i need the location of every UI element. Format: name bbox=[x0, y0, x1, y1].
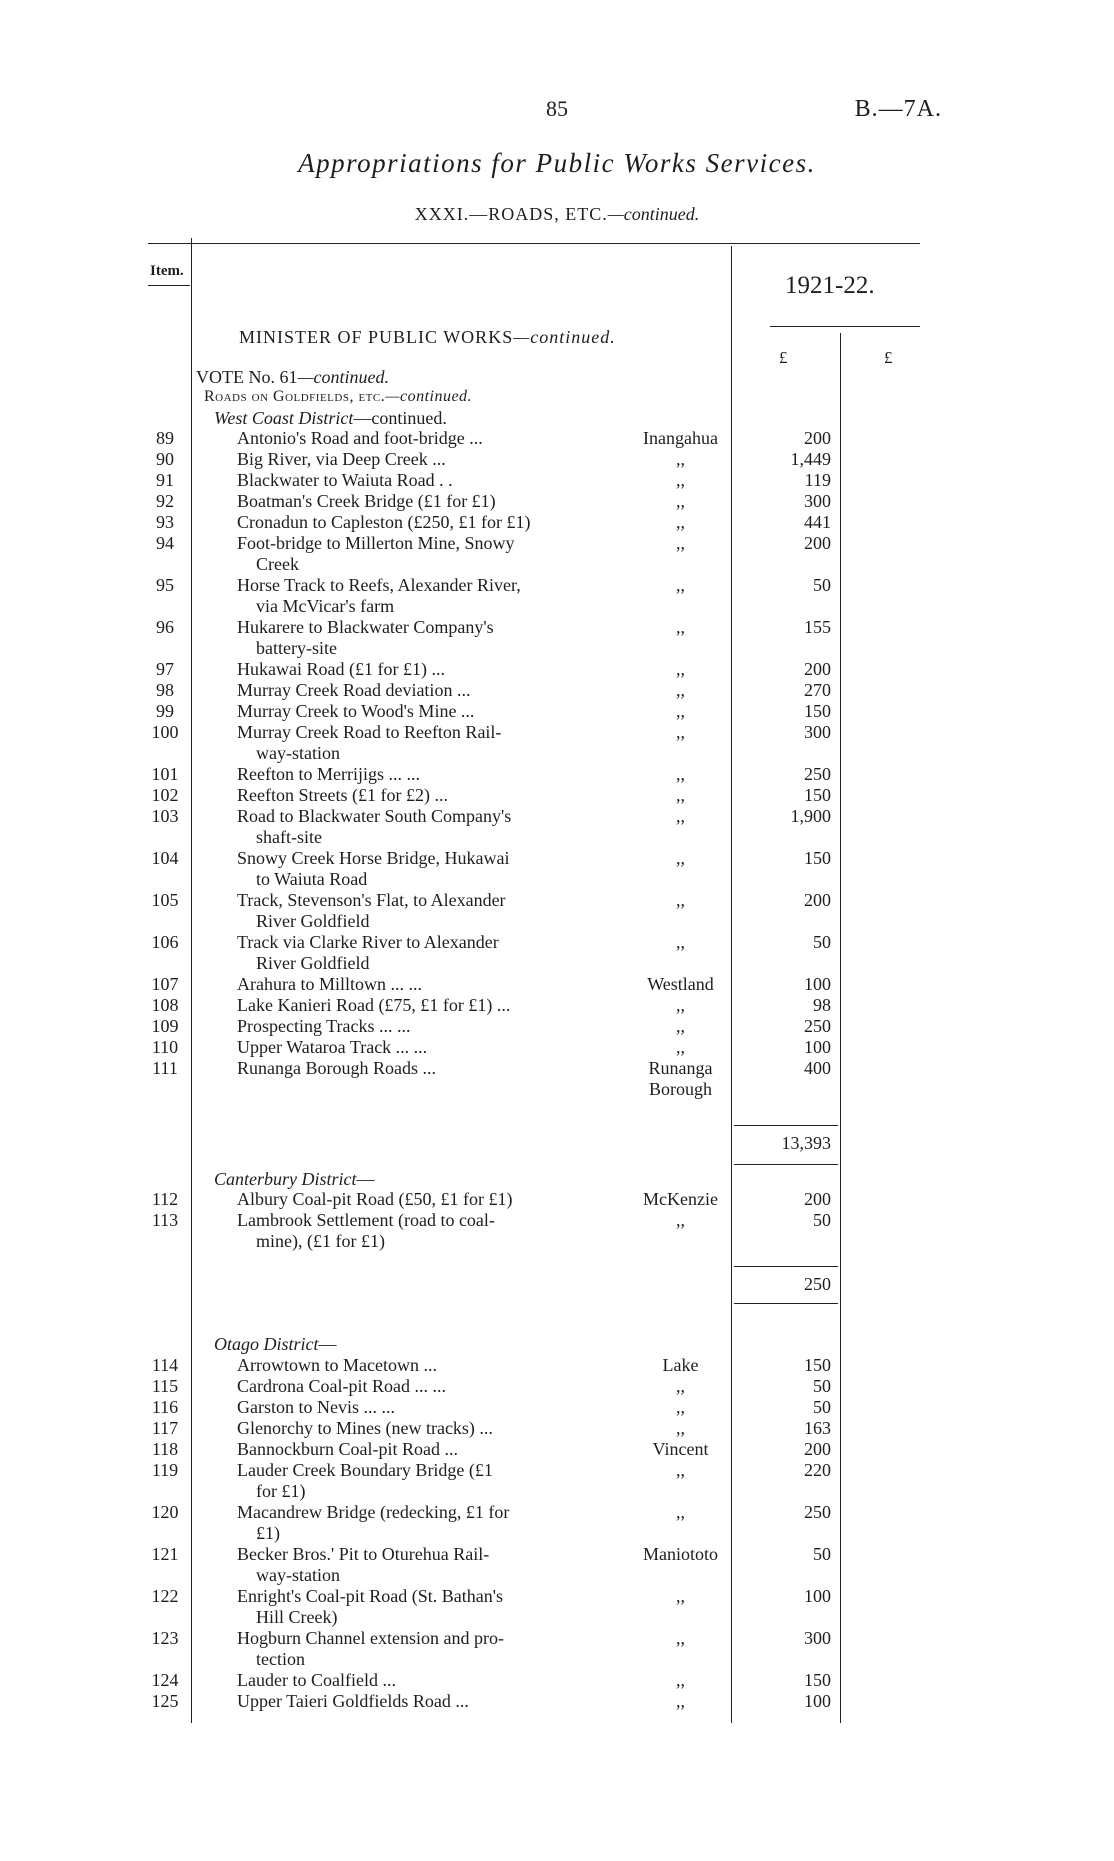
item-column-header: Item. bbox=[150, 263, 184, 279]
item-number: 107 bbox=[151, 974, 179, 994]
item-county: ,, bbox=[676, 722, 685, 742]
item-number: 124 bbox=[151, 1670, 179, 1690]
otago-heading bbox=[214, 1334, 337, 1355]
item-number: 121 bbox=[151, 1544, 179, 1564]
item-number: 117 bbox=[151, 1418, 179, 1438]
west-coast-total: 13,393 bbox=[781, 1133, 831, 1153]
item-county: Westland bbox=[647, 974, 714, 994]
item-amount: 50 bbox=[813, 1376, 831, 1396]
item-amount: 300 bbox=[804, 491, 831, 511]
item-description-line: Track, Stevenson's Flat, to Alexander bbox=[237, 890, 506, 910]
item-number: 96 bbox=[156, 617, 174, 637]
vote-heading-continued: —continued. bbox=[297, 367, 389, 387]
item-description-line: Antonio's Road and foot-bridge ... bbox=[237, 428, 483, 448]
item-county: Vincent bbox=[652, 1439, 709, 1459]
item-amount: 300 bbox=[804, 1628, 831, 1648]
minister-heading bbox=[239, 327, 616, 348]
vote-heading-text: VOTE No. 61 bbox=[196, 367, 298, 387]
item-description-line: Becker Bros.' Pit to Oturehua Rail- bbox=[237, 1544, 490, 1564]
west-coast-heading-text: West Coast District bbox=[214, 408, 354, 428]
canterbury-heading-text: Canterbury District bbox=[214, 1169, 357, 1189]
item-amount: 270 bbox=[804, 680, 831, 700]
item-description-line: Cronadun to Capleston (£250, £1 for £1) bbox=[237, 512, 531, 532]
item-amount: 150 bbox=[804, 1355, 831, 1375]
item-amount: 150 bbox=[804, 785, 831, 805]
item-amount: 155 bbox=[804, 617, 831, 637]
item-description-continuation: Creek bbox=[256, 554, 299, 574]
item-description-continuation: way-station bbox=[256, 743, 340, 763]
roads-heading bbox=[204, 388, 472, 406]
roads-heading-text: Roads on Goldfields, etc. bbox=[204, 388, 386, 405]
item-county: ,, bbox=[676, 1460, 685, 1480]
minister-heading-text: MINISTER OF PUBLIC WORKS bbox=[239, 327, 514, 347]
item-description bbox=[237, 806, 592, 848]
item-description bbox=[237, 491, 592, 512]
item-county: Runanga Borough bbox=[648, 1058, 713, 1099]
item-county: ,, bbox=[676, 995, 685, 1015]
item-county: ,, bbox=[676, 1397, 685, 1417]
item-amount: 250 bbox=[804, 764, 831, 784]
item-amount: 98 bbox=[813, 995, 831, 1015]
item-number: 123 bbox=[151, 1628, 179, 1648]
item-description-line: Snowy Creek Horse Bridge, Hukawai bbox=[237, 848, 510, 868]
item-number: 114 bbox=[151, 1355, 179, 1375]
item-amount: 119 bbox=[804, 470, 831, 490]
item-amount: 220 bbox=[804, 1460, 831, 1480]
item-description-continuation: way-station bbox=[256, 1565, 340, 1585]
item-description bbox=[237, 1628, 592, 1670]
page-number: 85 bbox=[546, 96, 568, 121]
item-amount: 300 bbox=[804, 722, 831, 742]
item-county: ,, bbox=[676, 533, 685, 553]
item-description bbox=[237, 1376, 592, 1397]
item-amount: 50 bbox=[813, 932, 831, 952]
item-description bbox=[237, 1189, 592, 1210]
canterbury-heading-suffix: — bbox=[356, 1169, 375, 1189]
item-amount: 200 bbox=[804, 533, 831, 553]
canterbury-total-top-rule bbox=[734, 1266, 838, 1267]
item-amount: 50 bbox=[813, 1397, 831, 1417]
item-amount: 100 bbox=[804, 1691, 831, 1711]
item-number: 89 bbox=[156, 428, 174, 448]
item-description bbox=[237, 470, 592, 491]
item-amount: 163 bbox=[804, 1418, 831, 1438]
item-number: 106 bbox=[151, 932, 179, 952]
section-title bbox=[0, 204, 1114, 225]
section-title-continued: —continued. bbox=[607, 204, 700, 224]
item-number: 103 bbox=[151, 806, 179, 826]
canterbury-total: 250 bbox=[804, 1274, 831, 1294]
item-description bbox=[237, 932, 592, 974]
item-number: 95 bbox=[156, 575, 174, 595]
item-county: ,, bbox=[676, 806, 685, 826]
item-number: 102 bbox=[151, 785, 179, 805]
item-description bbox=[237, 449, 592, 470]
otago-heading-suffix: — bbox=[318, 1334, 337, 1354]
item-description-line: Hogburn Channel extension and pro- bbox=[237, 1628, 504, 1648]
item-description bbox=[237, 1460, 592, 1502]
item-description-line: Runanga Borough Roads ... bbox=[237, 1058, 436, 1078]
item-amount: 250 bbox=[804, 1502, 831, 1522]
item-amount: 100 bbox=[804, 1586, 831, 1606]
section-title-text: XXXI.—ROADS, ETC. bbox=[414, 204, 608, 224]
item-county: ,, bbox=[676, 785, 685, 805]
item-description-line: Big River, via Deep Creek ... bbox=[237, 449, 446, 469]
item-description-continuation: mine), (£1 for £1) bbox=[256, 1231, 385, 1251]
year-column-header: 1921-22. bbox=[785, 272, 875, 299]
vote-heading bbox=[196, 367, 389, 388]
item-amount: 1,449 bbox=[790, 449, 831, 469]
item-county: Lake bbox=[662, 1355, 699, 1375]
item-number: 98 bbox=[156, 680, 174, 700]
item-description-line: Murray Creek Road to Reefton Rail- bbox=[237, 722, 502, 742]
item-description bbox=[237, 890, 592, 932]
item-amount: 150 bbox=[804, 848, 831, 868]
item-county: ,, bbox=[676, 1016, 685, 1036]
item-amount: 200 bbox=[804, 1189, 831, 1209]
item-description bbox=[237, 617, 592, 659]
item-description-line: Hukarere to Blackwater Company's bbox=[237, 617, 494, 637]
item-description bbox=[237, 1397, 592, 1418]
item-amount: 50 bbox=[813, 575, 831, 595]
item-description bbox=[237, 1502, 592, 1544]
item-description bbox=[237, 974, 592, 995]
item-county: ,, bbox=[676, 575, 685, 595]
item-county: ,, bbox=[676, 701, 685, 721]
item-description-line: Lauder Creek Boundary Bridge (£1 bbox=[237, 1460, 493, 1480]
item-county: ,, bbox=[676, 1037, 685, 1057]
item-description-line: Lauder to Coalfield ... bbox=[237, 1670, 396, 1690]
item-description bbox=[237, 785, 592, 806]
minister-heading-continued: —continued. bbox=[513, 327, 616, 347]
item-amount: 200 bbox=[804, 1439, 831, 1459]
item-number: 100 bbox=[151, 722, 179, 742]
item-county: ,, bbox=[676, 1586, 685, 1606]
item-number: 113 bbox=[151, 1210, 179, 1230]
item-description bbox=[237, 1691, 592, 1712]
item-description bbox=[237, 1058, 592, 1079]
item-description-line: Arrowtown to Macetown ... bbox=[237, 1355, 437, 1375]
item-county: ,, bbox=[676, 1670, 685, 1690]
item-number: 122 bbox=[151, 1586, 179, 1606]
item-county: ,, bbox=[676, 1502, 685, 1522]
item-description bbox=[237, 680, 592, 701]
item-county: McKenzie bbox=[643, 1189, 718, 1209]
item-description bbox=[237, 659, 592, 680]
west-coast-total-bottom-rule bbox=[734, 1164, 838, 1165]
item-description-continuation: shaft-site bbox=[256, 827, 322, 847]
item-number: 111 bbox=[152, 1058, 178, 1078]
item-description-line: Reefton to Merrijigs ... ... bbox=[237, 764, 420, 784]
item-description-line: Foot-bridge to Millerton Mine, Snowy bbox=[237, 533, 515, 553]
item-county: ,, bbox=[676, 1418, 685, 1438]
item-county: ,, bbox=[676, 449, 685, 469]
item-description bbox=[237, 1355, 592, 1376]
table-top-rule bbox=[148, 243, 920, 244]
item-number: 91 bbox=[156, 470, 174, 490]
otago-heading-text: Otago District bbox=[214, 1334, 319, 1354]
item-county: ,, bbox=[676, 932, 685, 952]
item-description-line: Hukawai Road (£1 for £1) ... bbox=[237, 659, 445, 679]
item-header-underline bbox=[148, 285, 190, 286]
item-amount: 1,900 bbox=[790, 806, 831, 826]
item-county: ,, bbox=[676, 470, 685, 490]
item-description-line: Blackwater to Waiuta Road . . bbox=[237, 470, 453, 490]
item-number: 101 bbox=[151, 764, 179, 784]
west-coast-heading-continued: —continued. bbox=[353, 408, 447, 428]
item-description-line: Upper Wataroa Track ... ... bbox=[237, 1037, 428, 1057]
item-county: ,, bbox=[676, 890, 685, 910]
item-description-line: Macandrew Bridge (redecking, £1 for bbox=[237, 1502, 510, 1522]
item-description bbox=[237, 764, 592, 785]
item-description-line: Prospecting Tracks ... ... bbox=[237, 1016, 411, 1036]
item-amount: 441 bbox=[804, 512, 831, 532]
item-amount: 250 bbox=[804, 1016, 831, 1036]
item-description-line: Road to Blackwater South Company's bbox=[237, 806, 512, 826]
item-county: Maniototo bbox=[643, 1544, 718, 1564]
item-description-line: Upper Taieri Goldfields Road ... bbox=[237, 1691, 469, 1711]
item-description-line: Track via Clarke River to Alexander bbox=[237, 932, 499, 952]
item-number: 94 bbox=[156, 533, 174, 553]
item-county: ,, bbox=[676, 659, 685, 679]
item-number: 119 bbox=[151, 1460, 179, 1480]
currency-symbol-secondary: £ bbox=[884, 348, 893, 367]
canterbury-heading bbox=[214, 1169, 375, 1190]
item-county: ,, bbox=[676, 764, 685, 784]
item-description-line: Boatman's Creek Bridge (£1 for £1) bbox=[237, 491, 496, 511]
item-description-line: Reefton Streets (£1 for £2) ... bbox=[237, 785, 448, 805]
item-description-line: Lake Kanieri Road (£75, £1 for £1) ... bbox=[237, 995, 511, 1015]
item-description-line: Murray Creek Road deviation ... bbox=[237, 680, 471, 700]
item-description bbox=[237, 533, 592, 575]
item-description-line: Arahura to Milltown ... ... bbox=[237, 974, 422, 994]
item-number: 93 bbox=[156, 512, 174, 532]
item-amount: 150 bbox=[804, 1670, 831, 1690]
item-number: 97 bbox=[156, 659, 174, 679]
item-county: ,, bbox=[676, 1376, 685, 1396]
item-county: ,, bbox=[676, 848, 685, 868]
item-number: 105 bbox=[151, 890, 179, 910]
item-description-continuation: via McVicar's farm bbox=[256, 596, 395, 616]
item-description-continuation: battery-site bbox=[256, 638, 337, 658]
document-reference: B.—7A. bbox=[854, 96, 942, 122]
item-number: 112 bbox=[151, 1189, 179, 1209]
item-description-line: Horse Track to Reefs, Alexander River, bbox=[237, 575, 521, 595]
item-number: 92 bbox=[156, 491, 174, 511]
item-county: ,, bbox=[676, 512, 685, 532]
item-number: 120 bbox=[151, 1502, 179, 1522]
item-number: 99 bbox=[156, 701, 174, 721]
item-description bbox=[237, 701, 592, 722]
item-description bbox=[237, 1418, 592, 1439]
item-number: 110 bbox=[151, 1037, 179, 1057]
item-amount: 100 bbox=[804, 974, 831, 994]
item-county: ,, bbox=[676, 680, 685, 700]
item-amount: 100 bbox=[804, 1037, 831, 1057]
item-number: 108 bbox=[151, 995, 179, 1015]
item-number: 115 bbox=[151, 1376, 179, 1396]
item-description-continuation: for £1) bbox=[256, 1481, 306, 1501]
item-county: ,, bbox=[676, 617, 685, 637]
page-title: Appropriations for Public Works Services. bbox=[298, 148, 816, 178]
item-amount: 200 bbox=[804, 428, 831, 448]
item-number: 109 bbox=[151, 1016, 179, 1036]
item-description bbox=[237, 1016, 592, 1037]
item-amount: 200 bbox=[804, 890, 831, 910]
item-description bbox=[237, 995, 592, 1016]
item-number: 90 bbox=[156, 449, 174, 469]
item-description-line: Enright's Coal-pit Road (St. Bathan's bbox=[237, 1586, 503, 1606]
year-header-underline bbox=[770, 326, 920, 327]
item-description-line: Glenorchy to Mines (new tracks) ... bbox=[237, 1418, 493, 1438]
item-amount: 50 bbox=[813, 1544, 831, 1564]
item-column-divider bbox=[191, 238, 192, 1723]
item-number: 116 bbox=[151, 1397, 179, 1417]
item-amount: 400 bbox=[804, 1058, 831, 1078]
item-description bbox=[237, 1670, 592, 1691]
item-description bbox=[237, 1544, 592, 1586]
item-description bbox=[237, 1210, 592, 1252]
item-description bbox=[237, 1037, 592, 1058]
item-description-line: Murray Creek to Wood's Mine ... bbox=[237, 701, 475, 721]
item-description-continuation: £1) bbox=[256, 1523, 280, 1543]
item-description-continuation: Hill Creek) bbox=[256, 1607, 338, 1627]
roads-heading-continued: —continued. bbox=[385, 388, 473, 405]
item-description bbox=[237, 1439, 592, 1460]
item-number: 125 bbox=[151, 1691, 179, 1711]
item-county: ,, bbox=[676, 491, 685, 511]
item-county: ,, bbox=[676, 1628, 685, 1648]
currency-symbol-primary: £ bbox=[779, 348, 788, 367]
item-description-line: Lambrook Settlement (road to coal- bbox=[237, 1210, 495, 1230]
item-description bbox=[237, 512, 592, 533]
canterbury-total-bottom-rule bbox=[734, 1303, 838, 1304]
amount-column-right-rule bbox=[840, 333, 841, 1723]
item-county: Inangahua bbox=[643, 428, 718, 448]
west-coast-total-top-rule bbox=[734, 1125, 838, 1126]
item-description bbox=[237, 575, 592, 617]
item-description bbox=[237, 428, 592, 449]
item-description-line: Cardrona Coal-pit Road ... ... bbox=[237, 1376, 446, 1396]
item-description-line: Bannockburn Coal-pit Road ... bbox=[237, 1439, 458, 1459]
item-description-continuation: River Goldfield bbox=[256, 911, 370, 931]
item-county: ,, bbox=[676, 1210, 685, 1230]
item-description bbox=[237, 1586, 592, 1628]
item-description-line: Albury Coal-pit Road (£50, £1 for £1) bbox=[237, 1189, 513, 1209]
item-description-line: Garston to Nevis ... ... bbox=[237, 1397, 395, 1417]
item-description-continuation: River Goldfield bbox=[256, 953, 370, 973]
item-county: ,, bbox=[676, 1691, 685, 1711]
item-description bbox=[237, 722, 592, 764]
item-number: 104 bbox=[151, 848, 179, 868]
item-description bbox=[237, 848, 592, 890]
west-coast-heading bbox=[214, 408, 447, 429]
item-description-continuation: to Waiuta Road bbox=[256, 869, 368, 889]
item-number: 118 bbox=[151, 1439, 179, 1459]
item-amount: 50 bbox=[813, 1210, 831, 1230]
item-amount: 150 bbox=[804, 701, 831, 721]
item-description-continuation: tection bbox=[256, 1649, 305, 1669]
item-amount: 200 bbox=[804, 659, 831, 679]
